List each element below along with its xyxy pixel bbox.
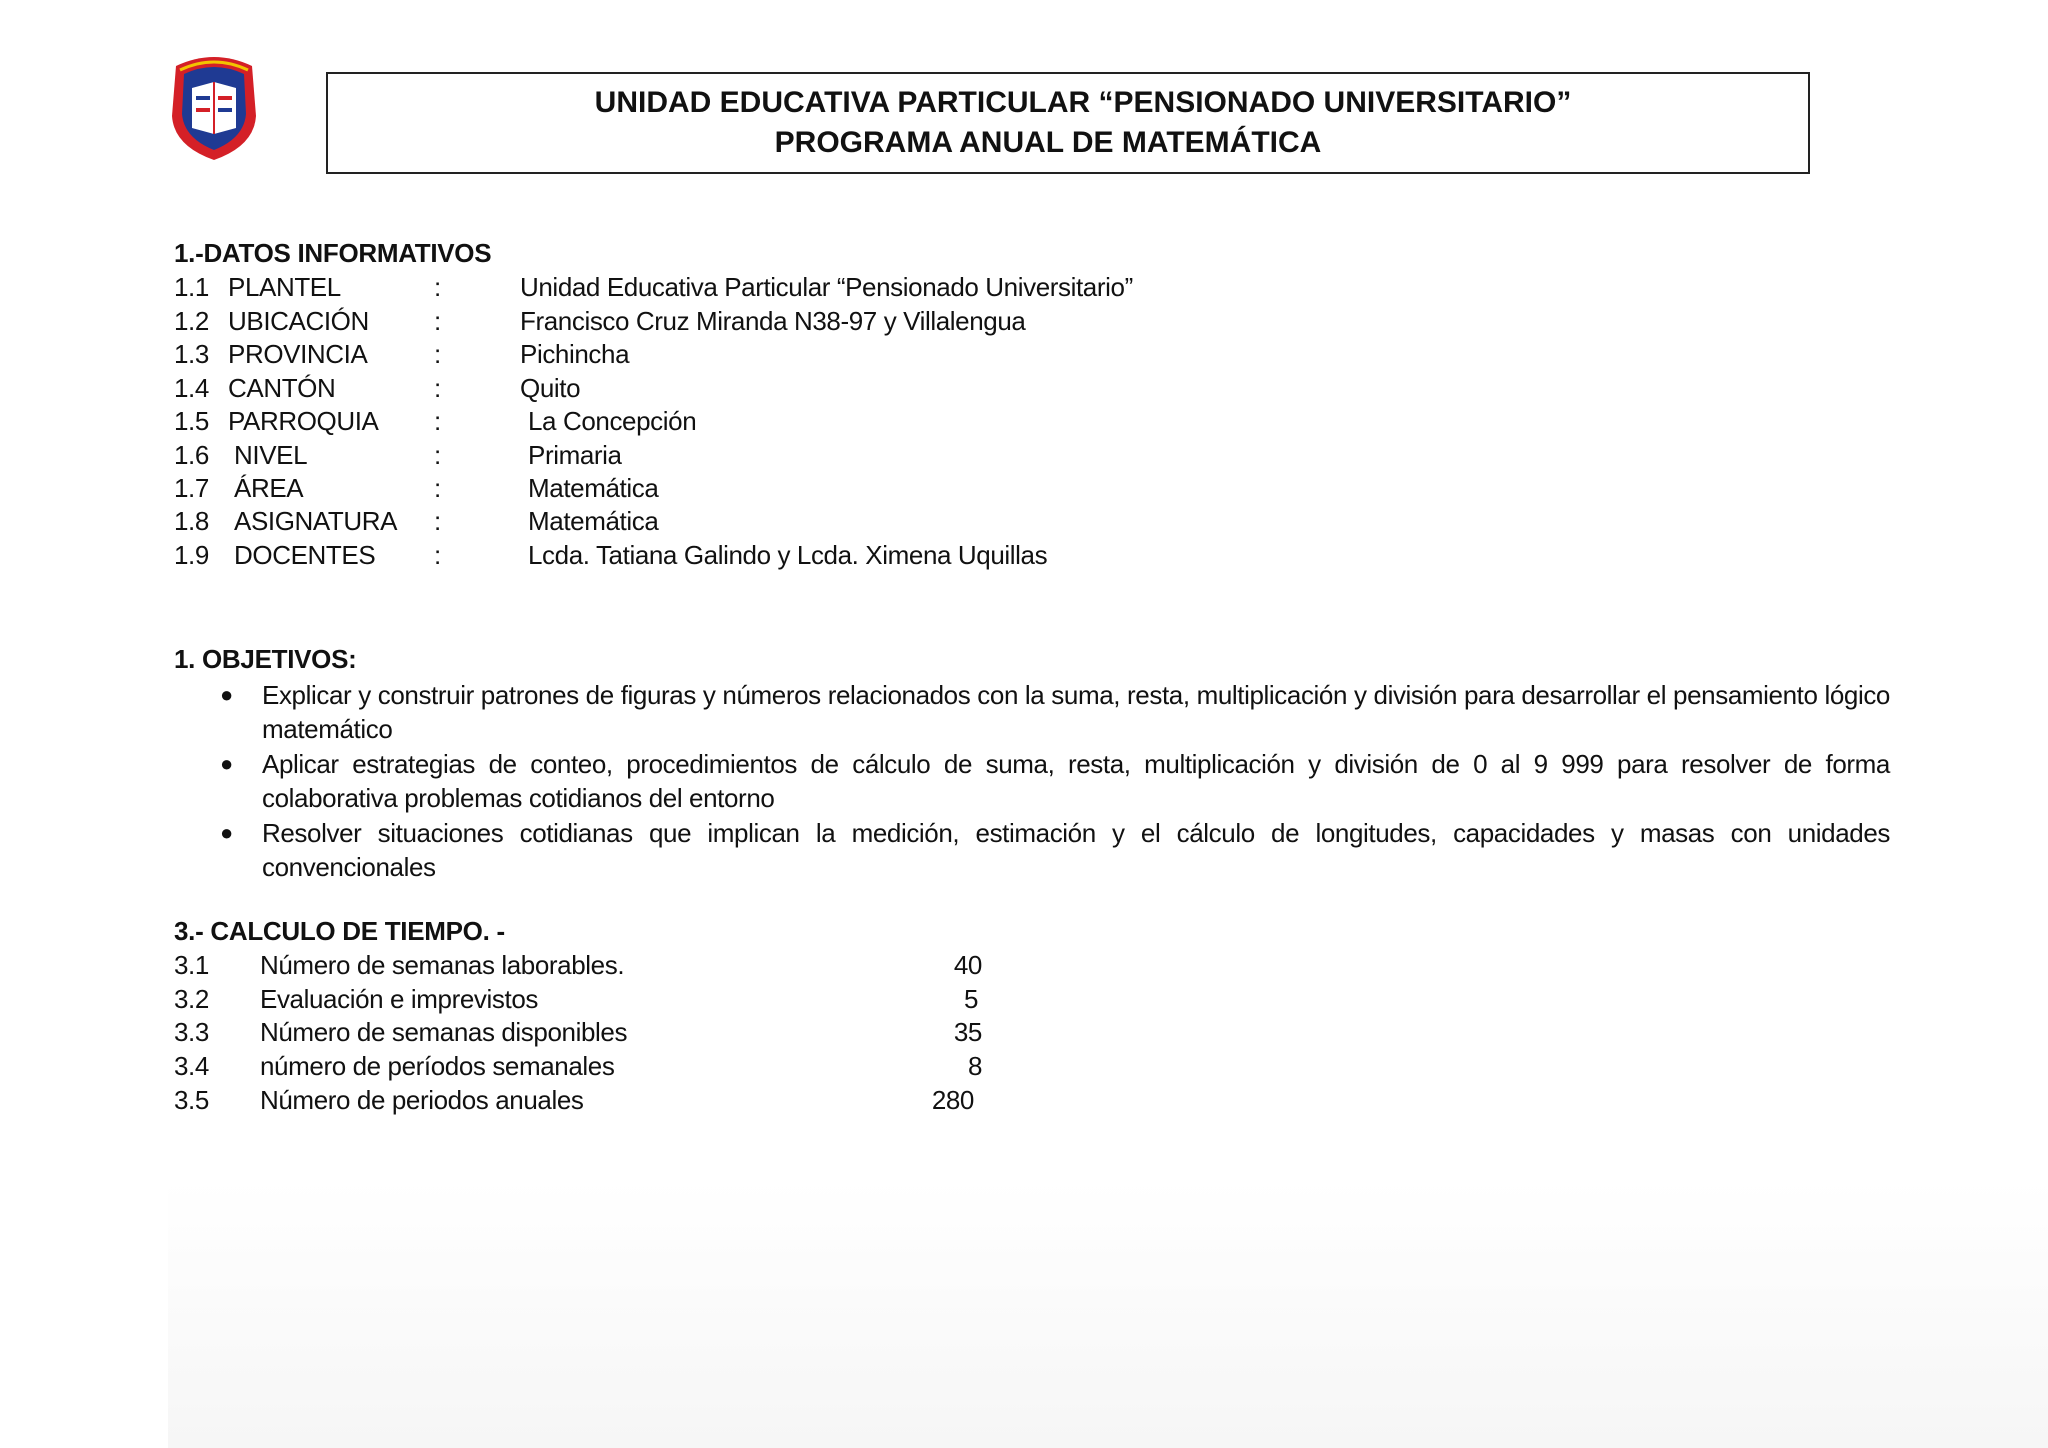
info-colon: : [434, 306, 441, 336]
objective-text: Aplicar estrategias de conteo, procedimientos de cálculo de suma, resta, multiplicación y división de 0 al 9 999 para resolver de forma colaborativa problemas cotidianos del entorno [262, 749, 1890, 813]
info-colon: : [434, 506, 441, 536]
info-value: Matemática [528, 473, 659, 503]
time-num: 3.3 [174, 1017, 209, 1047]
info-value: Pichincha [520, 339, 630, 369]
time-row [174, 1017, 982, 1051]
objetivos-section-title: 1. OBJETIVOS: [174, 644, 357, 674]
bullet-icon: ● [220, 820, 233, 845]
objective-text: Explicar y construir patrones de figuras y números relacionados con la suma, resta, multiplicación y división para desarrollar el pensamiento lógico matemático [262, 680, 1890, 744]
info-num: 1.4 [174, 373, 209, 403]
info-num: 1.6 [174, 440, 209, 470]
time-label: Número de semanas laborables. [260, 950, 625, 980]
objective-item [218, 747, 1890, 815]
info-num: 1.7 [174, 473, 209, 503]
info-colon: : [434, 540, 441, 570]
info-row-canton [174, 373, 1574, 407]
info-value: Unidad Educativa Particular “Pensionado Universitario” [520, 272, 1133, 302]
time-num: 3.4 [174, 1051, 209, 1081]
info-num: 1.8 [174, 506, 209, 536]
time-value: 35 [953, 1017, 982, 1047]
bullet-icon: ● [220, 682, 233, 707]
info-row-provincia [174, 339, 1574, 373]
time-label: Evaluación e imprevistos [260, 984, 538, 1014]
info-value: Quito [520, 373, 581, 403]
objective-item [218, 816, 1890, 884]
tiempo-section-title: 3.- CALCULO DE TIEMPO. - [174, 916, 505, 946]
info-row-area [174, 473, 1574, 507]
info-colon: : [434, 440, 441, 470]
page-shadow [168, 1180, 2048, 1448]
info-value: La Concepción [528, 406, 697, 436]
time-label: Número de periodos anuales [260, 1085, 584, 1115]
info-label: UBICACIÓN [228, 306, 369, 336]
objective-item [218, 678, 1890, 746]
time-row [174, 1085, 974, 1119]
info-row-nivel [174, 440, 1574, 474]
info-label: NIVEL [234, 440, 308, 470]
time-row [174, 1051, 982, 1085]
info-row-docentes [174, 540, 1574, 574]
info-label: PLANTEL [228, 272, 341, 302]
info-row-ubicacion [174, 306, 1574, 340]
info-colon: : [434, 272, 441, 302]
time-value: 40 [953, 950, 982, 980]
info-value: Matemática [528, 506, 659, 536]
info-num: 1.9 [174, 540, 209, 570]
header-box [326, 72, 1810, 174]
school-title: UNIDAD EDUCATIVA PARTICULAR “PENSIONADO UNIVERSITARIO” [594, 86, 1572, 119]
info-row-parroquia [174, 406, 1574, 440]
info-row-plantel [174, 272, 1574, 306]
time-num: 3.5 [174, 1085, 209, 1115]
info-label: PARROQUIA [228, 406, 379, 436]
info-num: 1.3 [174, 339, 209, 369]
time-value: 8 [967, 1051, 982, 1081]
info-label: PROVINCIA [228, 339, 368, 369]
info-value: Francisco Cruz Miranda N38-97 y Villalengua [520, 306, 1026, 336]
info-colon: : [434, 373, 441, 403]
info-value: Lcda. Tatiana Galindo y Lcda. Ximena Uquillas [528, 540, 1048, 570]
objective-text: Resolver situaciones cotidianas que implican la medición, estimación y el cálculo de longitudes, capacidades y masas con unidades convencionales [262, 818, 1890, 882]
info-label: CANTÓN [228, 373, 336, 403]
info-row-asignatura [174, 506, 1574, 540]
info-num: 1.5 [174, 406, 209, 436]
program-title: PROGRAMA ANUAL DE MATEMÁTICA [774, 126, 1322, 159]
time-value: 280 [931, 1085, 974, 1115]
info-colon: : [434, 339, 441, 369]
bullet-icon: ● [220, 751, 233, 776]
datos-section-title: 1.-DATOS INFORMATIVOS [174, 238, 492, 268]
info-num: 1.1 [174, 272, 209, 302]
time-label: Número de semanas disponibles [260, 1017, 628, 1047]
time-label: número de períodos semanales [260, 1051, 615, 1081]
info-colon: : [434, 406, 441, 436]
time-num: 3.1 [174, 950, 209, 980]
time-value: 5 [963, 984, 978, 1014]
time-row [174, 950, 982, 984]
objectives-list [218, 678, 1890, 885]
info-label: ÁREA [234, 473, 304, 503]
info-colon: : [434, 473, 441, 503]
school-crest-logo [166, 52, 262, 162]
info-label: ASIGNATURA [234, 506, 398, 536]
info-label: DOCENTES [234, 540, 376, 570]
time-num: 3.2 [174, 984, 209, 1014]
info-value: Primaria [528, 440, 622, 470]
time-row [174, 984, 978, 1018]
info-num: 1.2 [174, 306, 209, 336]
